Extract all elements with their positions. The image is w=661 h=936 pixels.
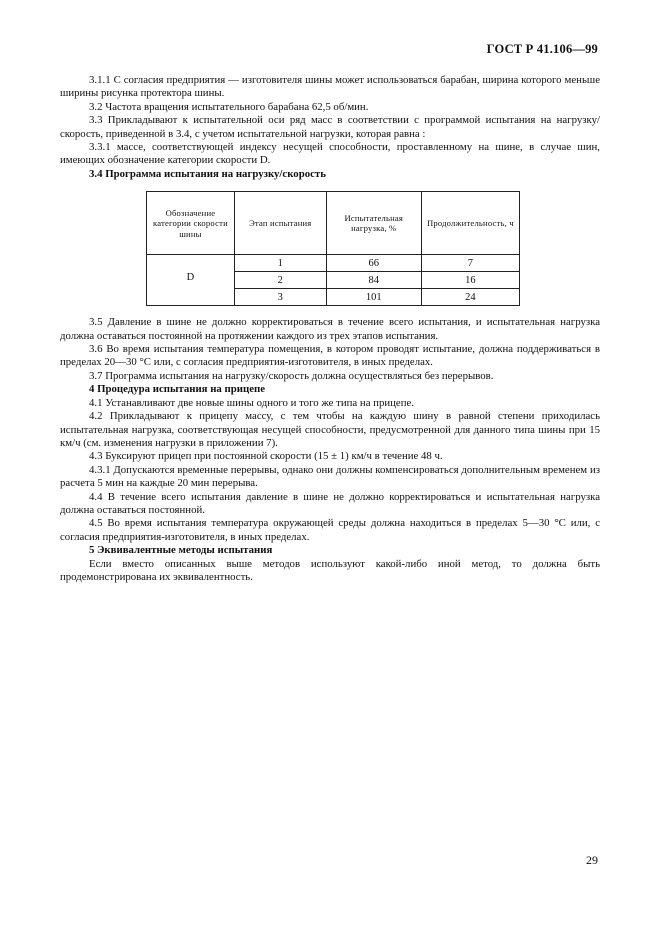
section-heading: 4 Процедура испытания на прицепе (89, 383, 266, 396)
paragraph: 4.3.1 Допускаются временные перерывы, однако они должны компенсироваться дополнительным временем из расчета 5 мин на каждые 20 мин перерыва. (60, 463, 600, 490)
stage-cell: 2 (234, 272, 326, 289)
paragraph: 4.2 Прикладывают к прицепу массу, с тем чтобы на каждую шину в равной степени приходилась испытательная нагрузка, соответствующая несущей способности, предусмотренной для данного типа шины при 15 км/ч (см. изменения нагрузки в приложении 7). (60, 410, 600, 449)
paragraph: 3.7 Программа испытания на нагрузку/скорость должна осуществляться без перерывов. (89, 369, 494, 382)
paragraph: 3.3 Прикладывают к испытательной оси ряд масс в соответствии с программой испытания на нагрузку/скорость, приведенной в 3.4, с учетом испытательной нагрузки, которая равна : (60, 114, 600, 140)
load-cell: 84 (326, 272, 421, 289)
section-heading: 5 Эквивалентные методы испытания (89, 544, 273, 557)
table-header-row (147, 192, 520, 255)
paragraph-group-top (60, 74, 600, 181)
load-speed-program-table (146, 191, 520, 306)
duration-cell: 16 (421, 272, 519, 289)
paragraph: 3.5 Давление в шине не должно корректироваться в течение всего испытания, и испытательная нагрузка должна оставаться постоянной на протяжении каждого из трех этапов испытания. (60, 316, 600, 342)
header-test-load: Испытательная нагрузка, % (326, 192, 421, 255)
duration-cell: 24 (421, 289, 519, 306)
header-duration: Продолжительность, ч (421, 192, 519, 255)
document-code-header: ГОСТ Р 41.106—99 (486, 42, 598, 56)
load-cell: 101 (326, 289, 421, 306)
paragraph-group-bottom (60, 316, 600, 584)
paragraph: 4.3 Буксируют прицеп при постоянной скорости (15 ± 1) км/ч в течение 48 ч. (89, 450, 443, 463)
stage-cell: 3 (234, 289, 326, 306)
paragraph: 3.6 Во время испытания температура помещения, в котором проводят испытание, должна поддерживаться в пределах 20—30 °С или, с согласия предприятия-изготовителя, в иных пределах. (60, 343, 600, 369)
paragraph: 4.1 Устанавливают две новые шины одного и того же типа на прицепе. (89, 396, 414, 409)
stage-cell: 1 (234, 255, 326, 272)
document-body (60, 74, 600, 584)
paragraph: Если вместо описанных выше методов используют какой-либо иной метод, то должна быть продемонстрирована их эквивалентность. (60, 557, 600, 583)
table-row (147, 255, 520, 272)
paragraph: 3.1.1 С согласия предприятия — изготовителя шины может использоваться барабан, ширина которого меньше ширины рисунка протектора шины. (60, 74, 600, 100)
duration-cell: 7 (421, 255, 519, 272)
header-speed-category: Обозначение категории скорости шины (147, 192, 235, 255)
load-cell: 66 (326, 255, 421, 272)
paragraph: 4.5 Во время испытания температура окружающей среды должна находиться в пределах 5—30 °С или, с согласия предприятия-изготовителя, в иных пределах. (60, 517, 600, 543)
paragraph: 3.3.1 массе, соответствующей индексу несущей способности, проставленному на шине, в случае шин, имеющих обозначение категории скорости D. (60, 141, 600, 167)
page-number: 29 (586, 853, 598, 867)
section-heading: 3.4 Программа испытания на нагрузку/скорость (89, 167, 326, 180)
paragraph: 4.4 В течение всего испытания давление в шине не должно корректироваться и испытательная нагрузка должна оставаться постоянной. (60, 490, 600, 516)
speed-category-cell: D (147, 255, 235, 306)
table-wrapper (146, 191, 600, 306)
header-test-stage: Этап испытания (234, 192, 326, 255)
paragraph: 3.2 Частота вращения испытательного барабана 62,5 об/мин. (89, 100, 369, 113)
